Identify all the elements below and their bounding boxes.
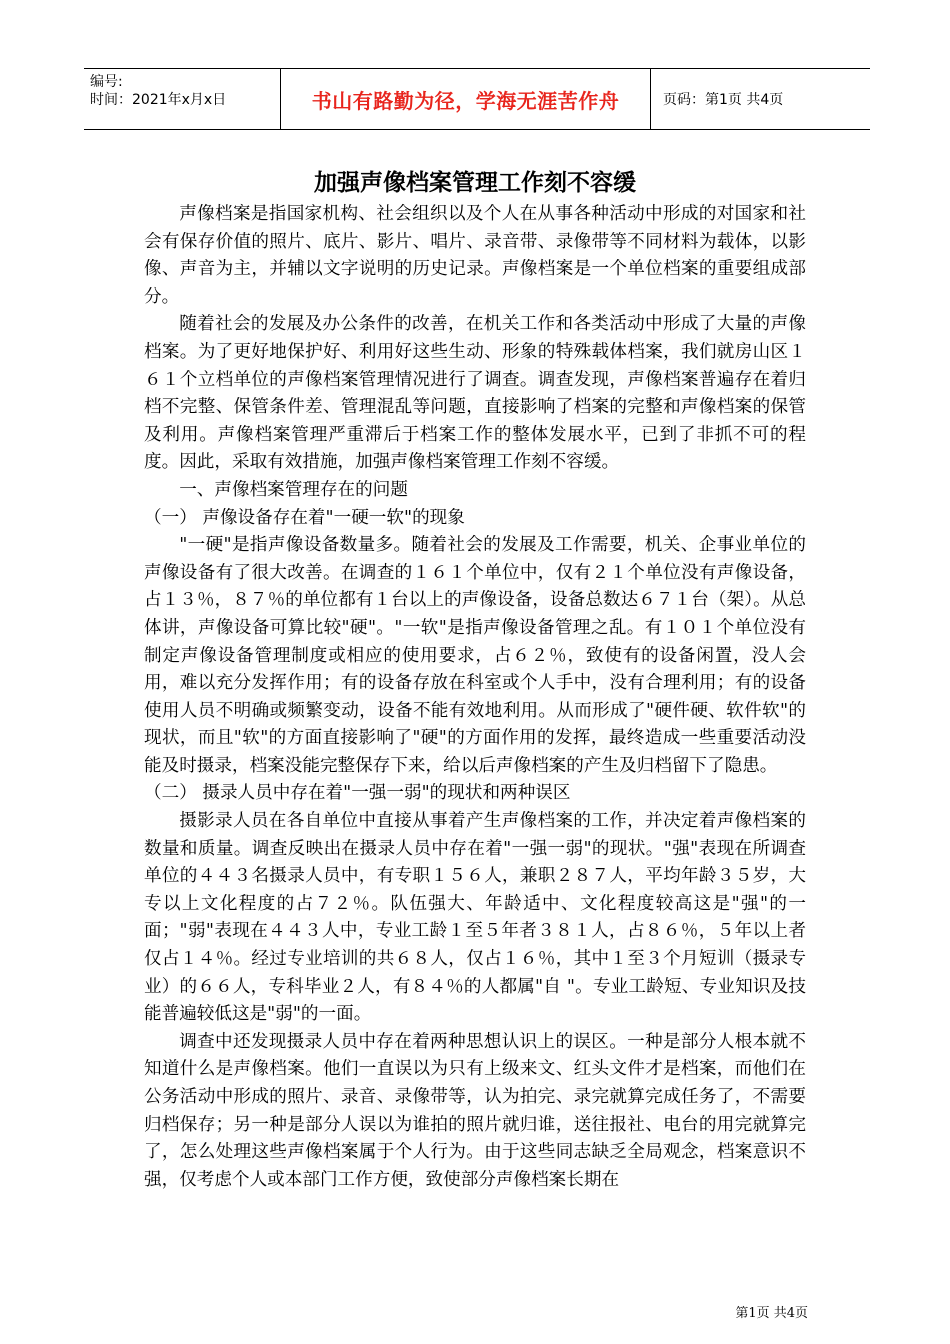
paragraph: 随着社会的发展及办公条件的改善，在机关工作和各类活动中形成了大量的声像档案。为了更好地保护好、利用好这些生动、形象的特殊载体档案，我们就房山区１６１个立档单位的声像档案管理情况进行了调查。调查发现，声像档案普遍存在着归档不完整、保管条件差、管理混乱等问题，直接影响了档案的完整和声像档案的保管及利用。声像档案管理严重滞后于档案工作的整体发展水平，已到了非抓不可的程度。因此，采取有效措施，加强声像档案管理工作刻不容缓。 — [144, 314, 806, 473]
header-page-info: 页码：第1页 共4页 — [663, 92, 784, 108]
paragraph: 调查中还发现摄录人员中存在着两种思想认识上的误区。一种是部分人根本就不知道什么是声像档案。他们一直误以为只有上级来文、红头文件才是档案，而他们在公务活动中形成的照片、录音、录像带等，认为拍完、录完就算完成任务了，不需要归档保存；另一种是部分人误以为谁拍的照片就归谁，送往报社、电台的用完就算完了，怎么处理这些声像档案属于个人行为。由于这些同志缺乏全局观念，档案意识不强，仅考虑个人或本部门工作方便，致使部分声像档案长期在 — [144, 1031, 806, 1190]
header-meta-cell — [84, 69, 281, 129]
page-footer: 第1页 共4页 — [735, 1306, 808, 1321]
subsection-heading: （一） 声像设备存在着"一硬一软"的现象 — [144, 507, 465, 528]
section-heading: 一、声像档案管理存在的问题 — [179, 479, 408, 500]
page-header — [84, 68, 870, 130]
paragraph: 摄影录人员在各自单位中直接从事着产生声像档案的工作，并决定着声像档案的数量和质量。调查反映出在摄录人员中存在着"一强一弱"的现状。"强"表现在所调查单位的４４３名摄录人员中，有专职１５６人，兼职２８７人，平均年龄３５岁，大专以上文化程度的占７２％。队伍强大、年龄适中、文化程度较高这是"强"的一面；"弱"表现在４４３人中，专业工龄１至５年者３８１人，占８６％，５年以上者仅占１４％。经过专业培训的共６８人，仅占１６％，其中１至３个月短训（摄录专业）的６６人，专科毕业２人，有８４％的人都属"自 "。专业工龄短、专业知识及技能普遍较低这是"弱"的一面。 — [144, 811, 806, 1025]
document-title: 加强声像档案管理工作刻不容缓 — [314, 170, 636, 196]
document-number-label: 编号: — [90, 74, 123, 90]
document-time-label: 时间：2021年x月x日 — [90, 92, 227, 108]
subsection-heading: （二） 摄录人员中存在着"一强一弱"的现状和两种误区 — [144, 783, 571, 804]
document-body — [144, 201, 806, 1194]
header-motto: 书山有路勤为径，学海无涯苦作舟 — [281, 69, 651, 129]
paragraph: "一硬"是指声像设备数量多。随着社会的发展及工作需要，机关、企事业单位的声像设备有了很大改善。在调查的１６１个单位中，仅有２１个单位没有声像设备，占１３％，８７％的单位都有１台以上的声像设备，设备总数达６７１台（架）。从总体讲，声像设备可算比较"硬"。"一软"是指声像设备管理之乱。有１０１个单位没有制定声像设备管理制度或相应的使用要求，占６２％，致使有的设备闲置，没人会用，难以充分发挥作用；有的设备存放在科室或个人手中，没有合理利用；有的设备使用人员不明确或频繁变动，设备不能有效地利用。从而形成了"硬件硬、软件软"的现状，而且"软"的方面直接影响了"硬"的方面作用的发挥，最终造成一些重要活动没能及时摄录，档案没能完整保存下来，给以后声像档案的产生及归档留下了隐患。 — [144, 535, 806, 776]
paragraph: 声像档案是指国家机构、社会组织以及个人在从事各种活动中形成的对国家和社会有保存价值的照片、底片、影片、唱片、录音带、录像带等不同材料为载体，以影像、声音为主，并辅以文字说明的历史记录。声像档案是一个单位档案的重要组成部分。 — [144, 204, 806, 307]
